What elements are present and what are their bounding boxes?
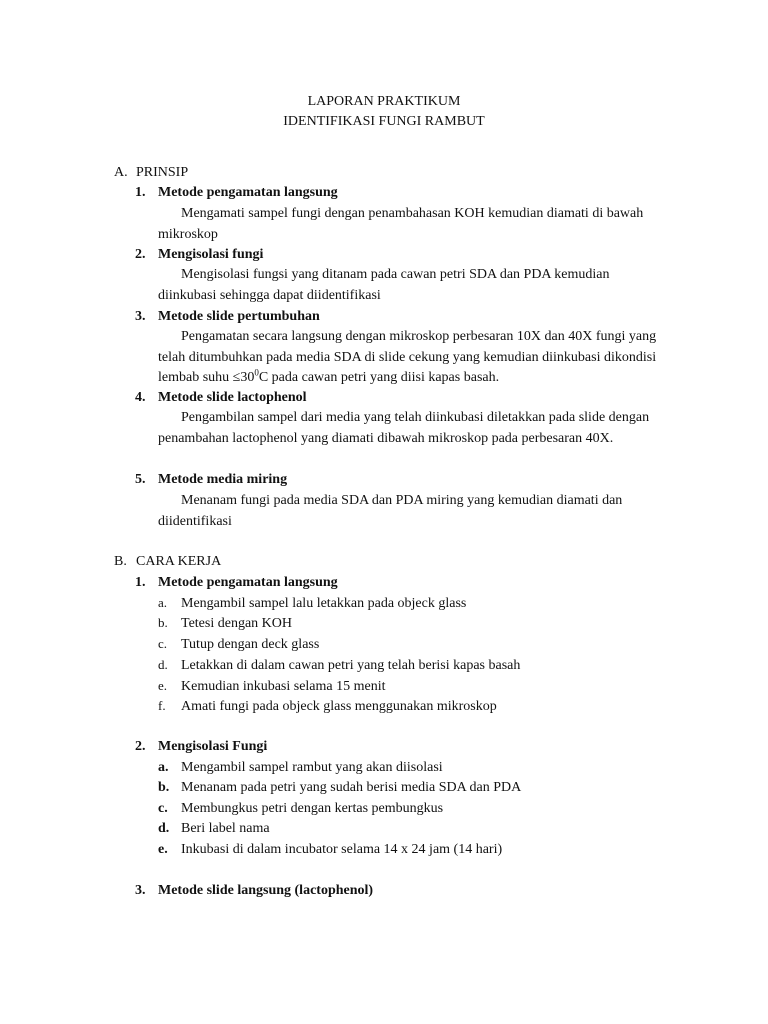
temperature-superscript: 0 (254, 367, 259, 378)
step-letter: e. (158, 842, 168, 857)
list-item (158, 655, 520, 676)
step-text: Beri label nama (181, 821, 270, 836)
section-a-letter: A. (114, 165, 128, 180)
step-letter: c. (158, 636, 168, 651)
item-number: 1. (135, 185, 146, 200)
section-b-heading (114, 552, 221, 572)
item-heading: Mengisolasi Fungi (158, 739, 268, 754)
step-text: Letakkan di dalam cawan petri yang telah berisi kapas basah (181, 658, 521, 673)
prinsip-item-4-heading (135, 388, 307, 408)
step-letter: d. (158, 821, 170, 836)
step-letter: a. (158, 760, 169, 775)
step-text: Menanam pada petri yang sudah berisi media SDA dan PDA (181, 780, 522, 795)
section-b-letter: B. (114, 554, 127, 569)
list-item (158, 799, 443, 819)
item-heading: Mengisolasi fungi (158, 247, 264, 262)
step-letter: b. (158, 780, 170, 795)
item-heading: Metode pengamatan langsung (158, 575, 338, 590)
item-heading: Metode media miring (158, 472, 288, 487)
step-text: Inkubasi di dalam incubator selama 14 x 24 jam (14 hari) (181, 842, 503, 857)
prinsip-item-1-text: Mengamati sampel fungi dengan penambahasan KOH kemudian diamati di bawah mikroskop (158, 206, 644, 242)
prinsip-item-3-heading (135, 307, 320, 327)
step-text: Membungkus petri dengan kertas pembungkus (181, 801, 444, 816)
prinsip-item-3-text (158, 327, 668, 389)
step-text: Mengambil sampel lalu letakkan pada objeck glass (181, 596, 467, 611)
list-item (158, 840, 502, 860)
item-heading: Metode slide lactophenol (158, 390, 307, 405)
step-text: Amati fungi pada objeck glass menggunakan mikroskop (181, 699, 497, 714)
item-heading: Metode pengamatan langsung (158, 185, 338, 200)
prinsip-item-1-heading (135, 183, 338, 203)
step-letter: f. (158, 698, 166, 713)
item-heading: Metode slide langsung (lactophenol) (158, 883, 374, 898)
step-text: Kemudian inkubasi selama 15 menit (181, 679, 386, 694)
item-text-part: Pengamatan secara langsung dengan mikroskop perbesaran 10X dan 40X fungi yang telah ditumbuhkan pada media SDA di slide cekung yang kemudian diinkubasi dikondisi lembab suhu ≤30 (158, 329, 657, 385)
step-text: Mengambil sampel rambut yang akan diisolasi (181, 760, 443, 775)
step-letter: a. (158, 595, 168, 610)
item-number: 5. (135, 472, 146, 487)
cara-kerja-item-3-heading (135, 881, 373, 901)
item-heading: Metode slide pertumbuhan (158, 309, 320, 324)
list-item (158, 778, 521, 798)
list-item (158, 676, 386, 697)
section-a-title: PRINSIP (136, 165, 189, 180)
step-letter: b. (158, 615, 168, 630)
section-a-heading (114, 163, 188, 183)
step-text: Tetesi dengan KOH (181, 616, 292, 631)
step-letter: e. (158, 678, 168, 693)
list-item (158, 819, 270, 839)
list-item (158, 634, 319, 655)
cara-kerja-item-1-heading (135, 573, 338, 593)
item-number: 3. (135, 309, 146, 324)
item-text-part: C pada cawan petri yang diisi kapas basah. (258, 370, 500, 385)
item-number: 4. (135, 390, 146, 405)
item-number: 1. (135, 575, 146, 590)
item-number: 2. (135, 247, 146, 262)
prinsip-item-5-text: Menanam fungi pada media SDA dan PDA miring yang kemudian diamati dan diidentifikasi (158, 493, 623, 529)
step-text: Tutup dengan deck glass (181, 637, 320, 652)
section-b-title: CARA KERJA (136, 554, 222, 569)
list-item (158, 696, 497, 717)
list-item (158, 613, 292, 634)
list-item (158, 758, 443, 778)
item-number: 2. (135, 739, 146, 754)
cara-kerja-item-2-heading (135, 737, 267, 757)
item-number: 3. (135, 883, 146, 898)
prinsip-item-5-heading (135, 470, 287, 490)
prinsip-item-4-text: Pengambilan sampel dari media yang telah diinkubasi diletakkan pada slide dengan penambahan lactophenol yang diamati dibawah mikroskop pada perbesaran 40X. (158, 410, 650, 446)
prinsip-item-2-text: Mengisolasi fungsi yang ditanam pada cawan petri SDA dan PDA kemudian diinkubasi sehingga dapat diidentifikasi (158, 267, 610, 303)
list-item (158, 593, 466, 614)
step-letter: c. (158, 801, 168, 816)
document-title-line2: IDENTIFIKASI FUNGI RAMBUT (283, 114, 485, 129)
step-letter: d. (158, 657, 168, 672)
prinsip-item-2-heading (135, 245, 263, 265)
document-title-line1: LAPORAN PRAKTIKUM (307, 94, 461, 109)
